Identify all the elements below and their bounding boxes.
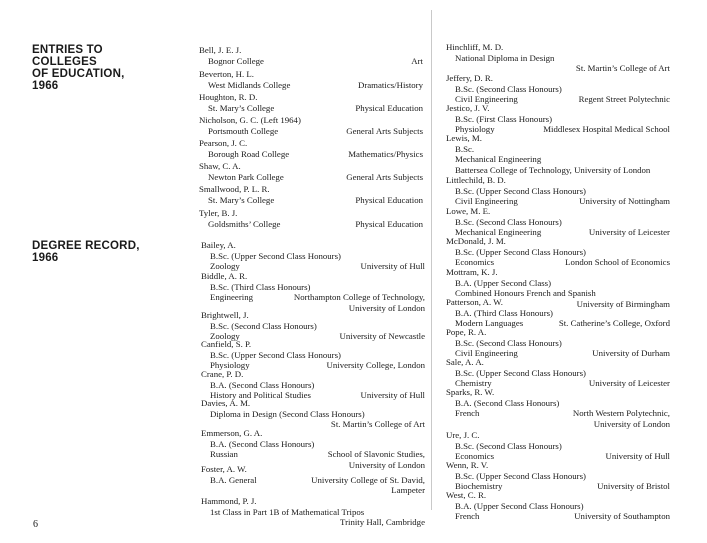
college-name: Newton Park College (208, 171, 284, 182)
graduate-name: Wenn, R. V. (446, 460, 489, 470)
entry-name-line (199, 184, 423, 195)
degree-entry (446, 73, 670, 105)
degree-name-line (201, 398, 425, 409)
degree-detail-line (446, 84, 670, 95)
degree-detail-line (446, 186, 670, 197)
subject-name: Physical Education (355, 102, 423, 113)
institution-name: University of Southampton (574, 511, 670, 522)
graduate-name: Davies, A. M. (201, 398, 251, 408)
degree-detail: B.Sc. (Second Class Honours) (455, 216, 562, 227)
entry-detail-line (199, 195, 423, 206)
degree-title-line: DEGREE RECORD, (32, 240, 140, 252)
institution-name: University of Newcastle (339, 331, 425, 342)
institution-name: School of Slavonic Studies, (327, 449, 425, 460)
entry-name-line (199, 161, 423, 172)
graduate-name: McDonald, J. M. (446, 236, 506, 246)
degree-detail-line (446, 368, 670, 379)
student-name: Bell, J. E. J. (199, 45, 242, 55)
college-entry (199, 184, 423, 205)
degree-detail-line (201, 292, 425, 303)
degree-entry (201, 271, 425, 313)
degree-name-line (446, 460, 670, 471)
college-name: St. Mary’s College (208, 102, 275, 113)
entry-detail-line (199, 56, 423, 67)
degree-entry (201, 398, 425, 430)
degree-detail-line (446, 471, 670, 482)
entry-detail-line (199, 126, 423, 137)
entry-name-line (199, 45, 423, 56)
degree-detail: B.Sc. (Upper Second Class Honours) (455, 246, 586, 257)
institution-name: St. Catherine’s College, Oxford (558, 318, 670, 329)
college-entry (199, 115, 423, 136)
subject-name: Dramatics/History (358, 79, 423, 90)
degree-detail: Physiology (455, 124, 495, 135)
entry-name-line (199, 92, 423, 103)
degree-detail: B.A. (Third Class Honours) (455, 307, 553, 318)
column-divider (431, 10, 432, 510)
student-name: Beverton, H. L. (199, 69, 254, 79)
degree-detail-line (446, 165, 670, 176)
degree-detail-line (201, 439, 425, 450)
degree-name-line (446, 133, 670, 144)
degree-section-title (32, 240, 182, 264)
student-name: Shaw, C. A. (199, 161, 241, 171)
degree-name-line (446, 73, 670, 84)
institution-name: North Western Polytechnic, (572, 408, 670, 419)
degree-entry (446, 327, 670, 359)
subject-name: Mathematics/Physics (348, 148, 423, 159)
degree-name-line (201, 339, 425, 350)
degree-entry (201, 464, 425, 496)
institution-name: University College of St. David, (311, 474, 425, 485)
degree-name-line (201, 271, 425, 282)
degree-name-line (201, 496, 425, 507)
college-name: West Midlands College (208, 79, 291, 90)
institution-name: University of Nottingham (579, 196, 670, 207)
degree-entry (446, 42, 670, 74)
degree-detail: B.Sc. (Upper Second Class Honours) (455, 367, 586, 378)
institution-name: Trinity Hall, Cambridge (340, 517, 425, 528)
graduate-name: Patterson, A. W. (446, 297, 503, 307)
degree-entry (446, 460, 670, 492)
graduate-name: Canfield, S. P. (201, 339, 252, 349)
degree-entry (446, 387, 670, 429)
degree-detail: Russian (210, 449, 238, 460)
degree-detail: National Diploma in Design (455, 52, 555, 63)
degree-detail-line (446, 154, 670, 165)
degree-name-line (446, 297, 670, 308)
graduate-name: Mottram, K. J. (446, 267, 498, 277)
degree-name-line (446, 357, 670, 368)
degree-detail-line (201, 475, 425, 486)
college-entry (199, 138, 423, 159)
degree-detail-line (201, 251, 425, 262)
degree-entry (201, 240, 425, 272)
entries-title-line: ENTRIES TO (32, 44, 103, 56)
graduate-name: Ure, J. C. (446, 430, 480, 440)
degree-name-line (446, 267, 670, 278)
institution-name: University of London (348, 302, 425, 313)
degree-detail-line (201, 380, 425, 391)
degree-detail-line (201, 282, 425, 293)
subject-name: Physical Education (355, 218, 423, 229)
entry-name-line (199, 208, 423, 219)
degree-detail: B.Sc. (Second Class Honours) (210, 320, 317, 331)
entry-detail-line (199, 219, 423, 230)
college-entry (199, 45, 423, 66)
degree-entry (446, 236, 670, 268)
degree-detail: B.Sc. (Second Class Honours) (455, 440, 562, 451)
degree-name-line (446, 430, 670, 441)
graduate-name: Pope, R. A. (446, 327, 487, 337)
college-entry (199, 92, 423, 113)
degree-entry (446, 133, 670, 175)
degree-title-line: 1966 (32, 252, 59, 264)
degree-detail: B.Sc. (Third Class Honours) (210, 281, 311, 292)
degree-detail-line (201, 321, 425, 332)
degree-detail-line (446, 144, 670, 155)
subject-name: Art (411, 55, 423, 66)
degree-detail: B.Sc. (455, 143, 475, 154)
degree-detail-line (446, 247, 670, 258)
degree-detail: French (455, 511, 480, 522)
entries-section-title (32, 44, 182, 92)
degree-detail: Physiology (210, 360, 250, 371)
degree-name-line (201, 369, 425, 380)
college-name: Portsmouth College (208, 125, 279, 136)
degree-detail: Civil Engineering (455, 94, 518, 105)
degree-detail: B.Sc. (Upper Second Class Honours) (455, 185, 586, 196)
degree-detail: Economics (455, 257, 495, 268)
degree-detail-line (446, 114, 670, 125)
institution-name: St. Martin’s College of Art (575, 63, 670, 74)
degree-detail: Chemistry (455, 378, 492, 389)
graduate-name: Bailey, A. (201, 240, 236, 250)
student-name: Smallwood, P. L. R. (199, 184, 270, 194)
institution-name: Regent Street Polytechnic (578, 94, 670, 105)
degree-detail-line (446, 441, 670, 452)
degree-detail: B.Sc. (Upper Second Class Honours) (455, 470, 586, 481)
degree-entry (446, 206, 670, 238)
college-entry (199, 69, 423, 90)
institution-name: University College, London (326, 360, 425, 371)
graduate-name: Hinchliff, M. D. (446, 42, 504, 52)
degree-entry (201, 310, 425, 342)
degree-detail: B.A. (Second Class Honours) (210, 438, 315, 449)
entry-detail-line (199, 103, 423, 114)
degree-name-line (201, 240, 425, 251)
degree-detail: French (455, 408, 480, 419)
graduate-name: Jestico, J. V. (446, 103, 490, 113)
degree-detail-line (446, 338, 670, 349)
graduate-name: Foster, A. W. (201, 464, 247, 474)
entry-name-line (199, 138, 423, 149)
degree-detail: Zoology (210, 331, 240, 342)
college-name: Bognor College (208, 55, 264, 66)
college-name: Goldsmiths’ College (208, 218, 281, 229)
entry-detail-line (199, 80, 423, 91)
institution-name: University of Durham (592, 348, 670, 359)
degree-detail: B.Sc. (Upper Second Class Honours) (210, 250, 341, 261)
college-entry (199, 208, 423, 229)
entry-detail-line (199, 172, 423, 183)
graduate-name: Sparks, R. W. (446, 387, 495, 397)
degree-detail: Engineering (210, 292, 253, 303)
degree-detail: B.Sc. (Second Class Honours) (455, 337, 562, 348)
degree-detail: Biochemistry (455, 481, 503, 492)
entries-title-line: OF EDUCATION, (32, 68, 125, 80)
degree-name-line (201, 428, 425, 439)
degree-detail-line (201, 449, 425, 460)
degree-detail-line (446, 398, 670, 409)
degree-detail-line (446, 217, 670, 228)
college-name: St. Mary’s College (208, 194, 275, 205)
degree-detail: B.A. General (210, 474, 257, 485)
graduate-name: West, C. R. (446, 490, 487, 500)
degree-entry (446, 490, 670, 522)
entries-title-line: 1966 (32, 80, 59, 92)
degree-detail-line (446, 53, 670, 64)
degree-detail: 1st Class in Part 1B of Mathematical Tripos (210, 506, 365, 517)
degree-name-line (446, 175, 670, 186)
subject-name: Physical Education (355, 194, 423, 205)
student-name: Houghton, R. D. (199, 92, 258, 102)
subject-name: General Arts Subjects (346, 171, 423, 182)
graduate-name: Littlechild, B. D. (446, 175, 506, 185)
degree-entry (201, 369, 425, 401)
degree-detail: Diploma in Design (Second Class Honours) (210, 408, 365, 419)
degree-name-line (446, 490, 670, 501)
degree-entry (201, 339, 425, 371)
institution-name: London School of Economics (565, 257, 670, 268)
institution-name: University of Leicester (588, 378, 670, 389)
degree-detail: Modern Languages (455, 318, 524, 329)
degree-detail: Combined Honours French and Spanish (455, 288, 596, 299)
degree-entry (446, 175, 670, 207)
institution-name: University of Leicester (588, 227, 670, 238)
degree-detail-line (446, 278, 670, 289)
degree-name-line (201, 310, 425, 321)
degree-detail-line (446, 308, 670, 319)
degree-entry (446, 357, 670, 389)
institution-name: University of Bristol (597, 481, 670, 492)
degree-detail-line (201, 507, 425, 518)
student-name: Tyler, B. J. (199, 208, 238, 218)
degree-name-line (446, 42, 670, 53)
degree-name-line (446, 387, 670, 398)
graduate-name: Brightwell, J. (201, 310, 249, 320)
degree-entry (446, 297, 670, 329)
student-name: Nicholson, G. C. (Left 1964) (199, 115, 301, 125)
graduate-name: Jeffery, D. R. (446, 73, 493, 83)
degree-name-line (446, 236, 670, 247)
degree-detail: Economics (455, 451, 495, 462)
institution-name: St. Martin’s College of Art (330, 419, 425, 430)
college-entry (199, 161, 423, 182)
graduate-name: Emmerson, G. A. (201, 428, 263, 438)
degree-detail: Mechanical Engineering (455, 227, 542, 238)
degree-detail: B.Sc. (Second Class Honours) (455, 83, 562, 94)
graduate-name: Crane, P. D. (201, 369, 244, 379)
degree-detail-line (201, 350, 425, 361)
degree-detail: Battersea College of Technology, University of London (455, 164, 651, 175)
graduate-name: Sale, A. A. (446, 357, 484, 367)
institution-name: University of London (348, 459, 425, 470)
degree-detail-line (446, 511, 670, 522)
degree-detail: B.A. (Upper Second Class) (455, 277, 552, 288)
degree-detail: Zoology (210, 261, 240, 272)
degree-name-line (201, 464, 425, 475)
entry-name-line (199, 115, 423, 126)
degree-detail: Civil Engineering (455, 196, 518, 207)
entries-title-line: COLLEGES (32, 56, 97, 68)
institution-name: University of Hull (360, 390, 425, 401)
degree-detail: Mechanical Engineering (455, 154, 542, 165)
institution-name: Lampeter (391, 485, 425, 496)
degree-detail: B.Sc. (Upper Second Class Honours) (210, 349, 341, 360)
student-name: Pearson, J. C. (199, 138, 248, 148)
institution-name: University of London (593, 418, 670, 429)
degree-detail: B.A. (Upper Second Class Honours) (455, 500, 584, 511)
institution-name: Middlesex Hospital Medical School (543, 124, 670, 135)
degree-name-line (446, 103, 670, 114)
degree-detail: B.A. (Second Class Honours) (455, 397, 560, 408)
degree-detail-line (201, 485, 425, 496)
graduate-name: Lewis, M. (446, 133, 482, 143)
degree-entry (201, 496, 425, 528)
degree-detail: B.A. (Second Class Honours) (210, 379, 315, 390)
degree-detail-line (446, 419, 670, 430)
degree-entry (446, 103, 670, 135)
degree-name-line (446, 327, 670, 338)
institution-name: University of Hull (360, 261, 425, 272)
degree-detail-line (446, 501, 670, 512)
degree-detail: B.Sc. (First Class Honours) (455, 113, 553, 124)
degree-detail: History and Political Studies (210, 390, 311, 401)
institution-name: University of Birmingham (576, 298, 670, 309)
subject-name: General Arts Subjects (346, 125, 423, 136)
degree-detail-line (201, 517, 425, 528)
institution-name: University of Hull (605, 451, 670, 462)
graduate-name: Lowe, M. E. (446, 206, 491, 216)
degree-entry (446, 430, 670, 462)
degree-detail: Civil Engineering (455, 348, 518, 359)
entry-detail-line (199, 149, 423, 160)
entry-name-line (199, 69, 423, 80)
graduate-name: Hammond, P. J. (201, 496, 257, 506)
degree-name-line (446, 206, 670, 217)
graduate-name: Biddle, A. R. (201, 271, 248, 281)
institution-name: Northampton College of Technology, (293, 292, 425, 303)
degree-detail-line (201, 409, 425, 420)
college-name: Borough Road College (208, 148, 290, 159)
degree-detail-line (446, 408, 670, 419)
page-number: 6 (33, 519, 38, 530)
